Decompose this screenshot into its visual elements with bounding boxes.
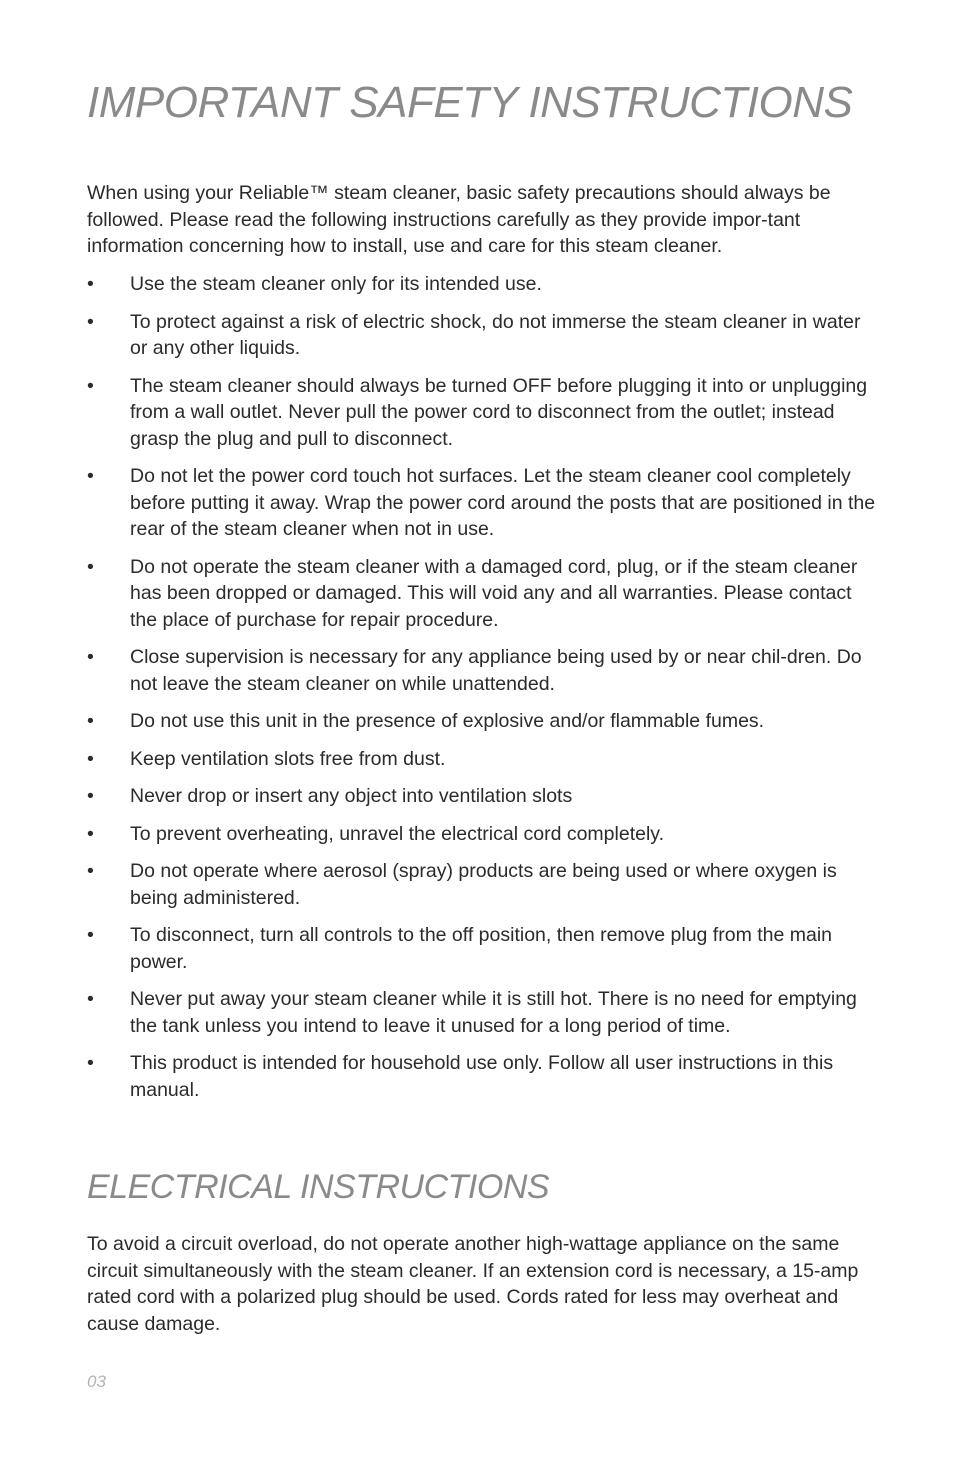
list-item-text: Keep ventilation slots free from dust. (130, 747, 446, 770)
bullet-icon: • (87, 465, 94, 487)
list-item-text: Never put away your steam cleaner while it is still hot. There is no need for emptying the tank unless you intend to leave it unused for a long period of time. (130, 988, 857, 1037)
bullet-icon: • (87, 822, 94, 845)
bullet-icon: • (87, 273, 94, 295)
list-item-text: To disconnect, turn all controls to the off position, then remove plug from the main power. (130, 924, 833, 973)
intro-paragraph: When using your Reliable™ steam cleaner, basic safety precautions should always be followed. Please read the following instructions carefully as they provide impor-tant information concerning how to install, use and care for this steam cleaner. (87, 182, 831, 257)
bullet-icon: • (87, 310, 94, 333)
list-item-text: Use the steam cleaner only for its intended use. (130, 273, 542, 295)
list-item-text: The steam cleaner should always be turned OFF before plugging it into or unplugging from a wall outlet. Never pull the power cord to disconnect from the outlet; instead grasp the plug and pull to disconnect. (130, 374, 868, 450)
list-item-text: Do not let the power cord touch hot surfaces. Let the steam cleaner cool completely before putting it away. Wrap the power cord around the posts that are positioned in the rear of the steam cleaner when not in use. (130, 465, 876, 540)
list-item (87, 554, 877, 634)
bullet-icon: • (87, 1052, 94, 1074)
list-item-text: Do not operate where aerosol (spray) products are being used or where oxygen is being administered. (130, 860, 837, 909)
list-item (87, 1050, 877, 1103)
page-number: 03 (87, 1372, 106, 1391)
bullet-icon: • (87, 747, 94, 770)
bullet-icon: • (87, 988, 94, 1010)
electrical-paragraph: To avoid a circuit overload, do not operate another high-wattage appliance on the same circuit simultaneously with the steam cleaner. If an extension cord is necessary, a 15-amp rated cord with a polarized plug should be used. Cords rated for less may overheat and cause damage. (87, 1233, 859, 1335)
list-item (87, 783, 877, 810)
list-item-text: Close supervision is necessary for any appliance being used by or near chil-dren. Do not leave the steam cleaner on while unattended. (130, 646, 862, 695)
bullet-icon: • (87, 860, 94, 882)
list-item-text: Do not operate the steam cleaner with a damaged cord, plug, or if the steam cleaner has been dropped or damaged. This will void any and all warranties. Please contact the place of purchase for repair procedure. (130, 555, 858, 631)
list-item-text: Never drop or insert any object into ventilation slots (130, 785, 573, 807)
list-item (87, 986, 877, 1039)
list-item (87, 922, 877, 975)
list-item (87, 858, 877, 911)
list-item (87, 708, 877, 735)
list-item (87, 821, 877, 848)
list-item (87, 309, 877, 362)
list-item-text: To protect against a risk of electric shock, do not immerse the steam cleaner in water or any other liquids. (130, 310, 861, 359)
list-item (87, 746, 877, 773)
list-item-text: Do not use this unit in the presence of explosive and/or flammable fumes. (130, 710, 765, 732)
list-item (87, 373, 877, 453)
list-item-text: To prevent overheating, unravel the electrical cord completely. (130, 822, 665, 845)
safety-instructions-list (87, 271, 877, 1114)
bullet-icon: • (87, 646, 94, 668)
list-item (87, 271, 877, 298)
bullet-icon: • (87, 374, 94, 397)
page-title: IMPORTANT SAFETY INSTRUCTIONS (87, 78, 853, 127)
list-item (87, 463, 877, 543)
list-item (87, 644, 877, 697)
bullet-icon: • (87, 924, 94, 946)
bullet-icon: • (87, 710, 94, 732)
electrical-heading: ELECTRICAL INSTRUCTIONS (87, 1168, 550, 1206)
list-item-text: This product is intended for household use only. Follow all user instructions in this manual. (130, 1052, 834, 1101)
bullet-icon: • (87, 785, 94, 807)
bullet-icon: • (87, 555, 94, 578)
